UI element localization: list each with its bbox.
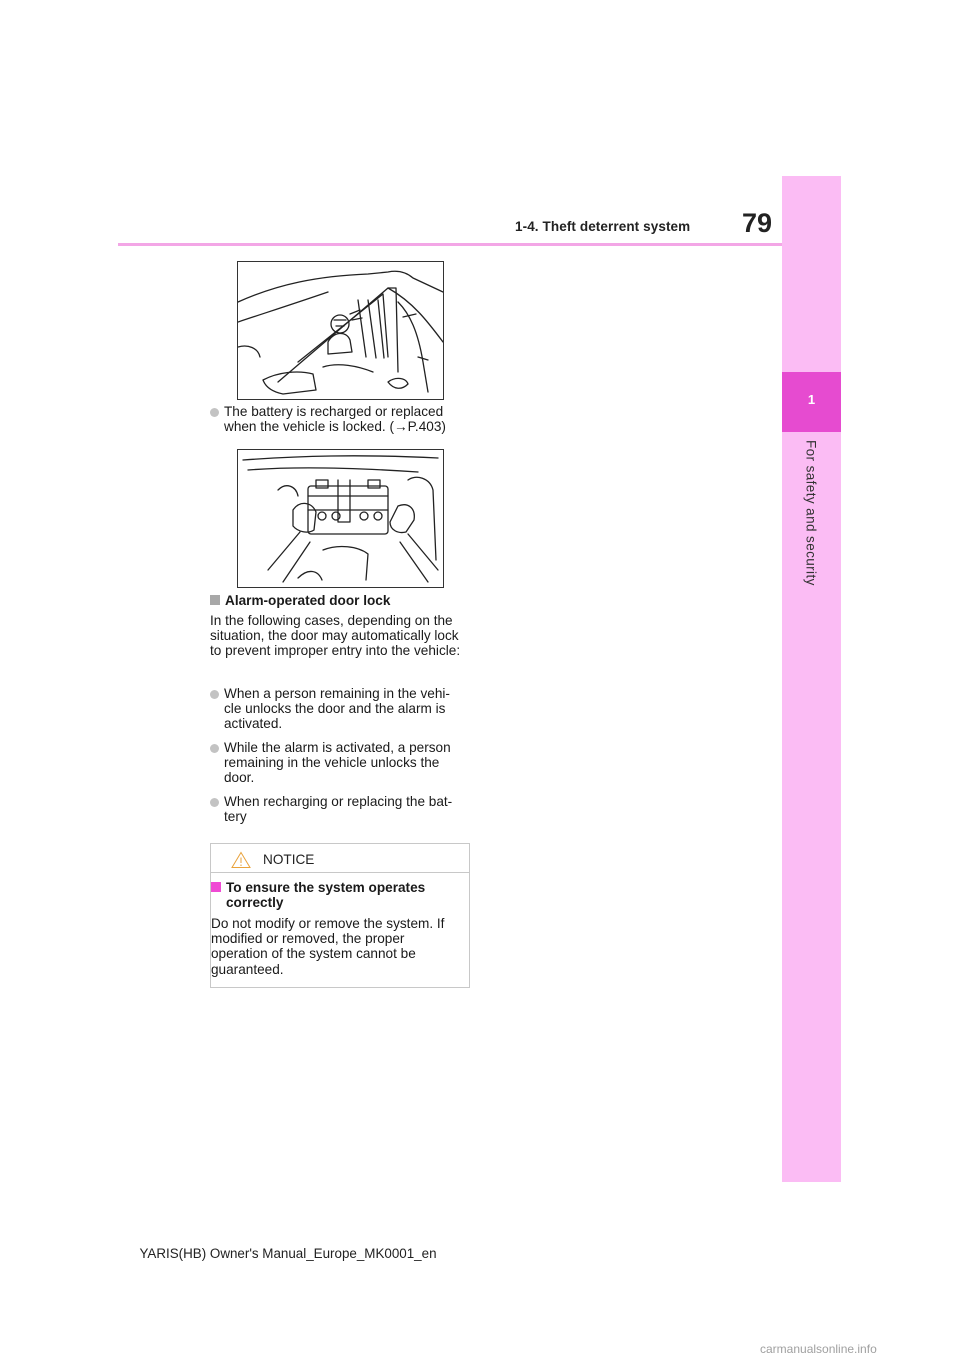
section-title: 1-4. Theft deterrent system <box>515 219 691 234</box>
heading-square-icon <box>210 595 220 605</box>
chapter-title: For safety and security <box>803 440 819 586</box>
watermark: carmanualsonline.info <box>760 1342 877 1356</box>
notice-heading: To ensure the system operates correctly <box>226 880 426 911</box>
notice-title: NOTICE <box>263 852 315 867</box>
bullet-text: The battery is recharged or replaced when the vehicle is locked. (→P.403) <box>224 404 446 435</box>
bullet-dot <box>210 690 219 699</box>
list-item <box>210 740 460 788</box>
page-number: 79 <box>742 208 773 238</box>
side-strip <box>782 176 841 1182</box>
bullet-dot <box>210 744 219 753</box>
manual-id: YARIS(HB) Owner's Manual_Europe_MK0001_en <box>139 1246 437 1261</box>
intro-paragraph: In the following cases, depending on the situation, the door may automatically lock to prevent improper entry into the vehicle: <box>210 613 461 659</box>
bullet-dot <box>210 408 219 417</box>
car-window-illustration <box>237 261 444 400</box>
heading-alarm-lock: Alarm-operated door lock <box>225 593 391 608</box>
section-heading <box>210 593 470 609</box>
chapter-title-wrap <box>782 440 841 640</box>
notice-heading-row <box>211 880 461 912</box>
bullet-text: When a person remaining in the vehi-cle unlocks the door and the alarm is activated. <box>224 686 450 732</box>
chapter-number: 1 <box>807 392 816 407</box>
bullet-text: When recharging or replacing the bat-tery <box>224 794 453 825</box>
list-item <box>210 794 460 826</box>
list-item <box>210 686 460 734</box>
warning-triangle-icon <box>231 851 251 869</box>
battery-illustration <box>237 449 444 588</box>
notice-title-row <box>211 844 469 873</box>
bullet-dot <box>210 798 219 807</box>
bullet-text: While the alarm is activated, a person remaining in the vehicle unlocks the door. <box>224 740 451 786</box>
header-rule <box>118 243 782 246</box>
notice-square-icon <box>211 882 221 892</box>
footer <box>0 1246 960 1261</box>
list-item <box>210 404 460 436</box>
notice-body: Do not modify or remove the system. If modified or removed, the proper operation of the system cannot be guaranteed. <box>211 916 445 977</box>
notice-box <box>210 843 470 988</box>
